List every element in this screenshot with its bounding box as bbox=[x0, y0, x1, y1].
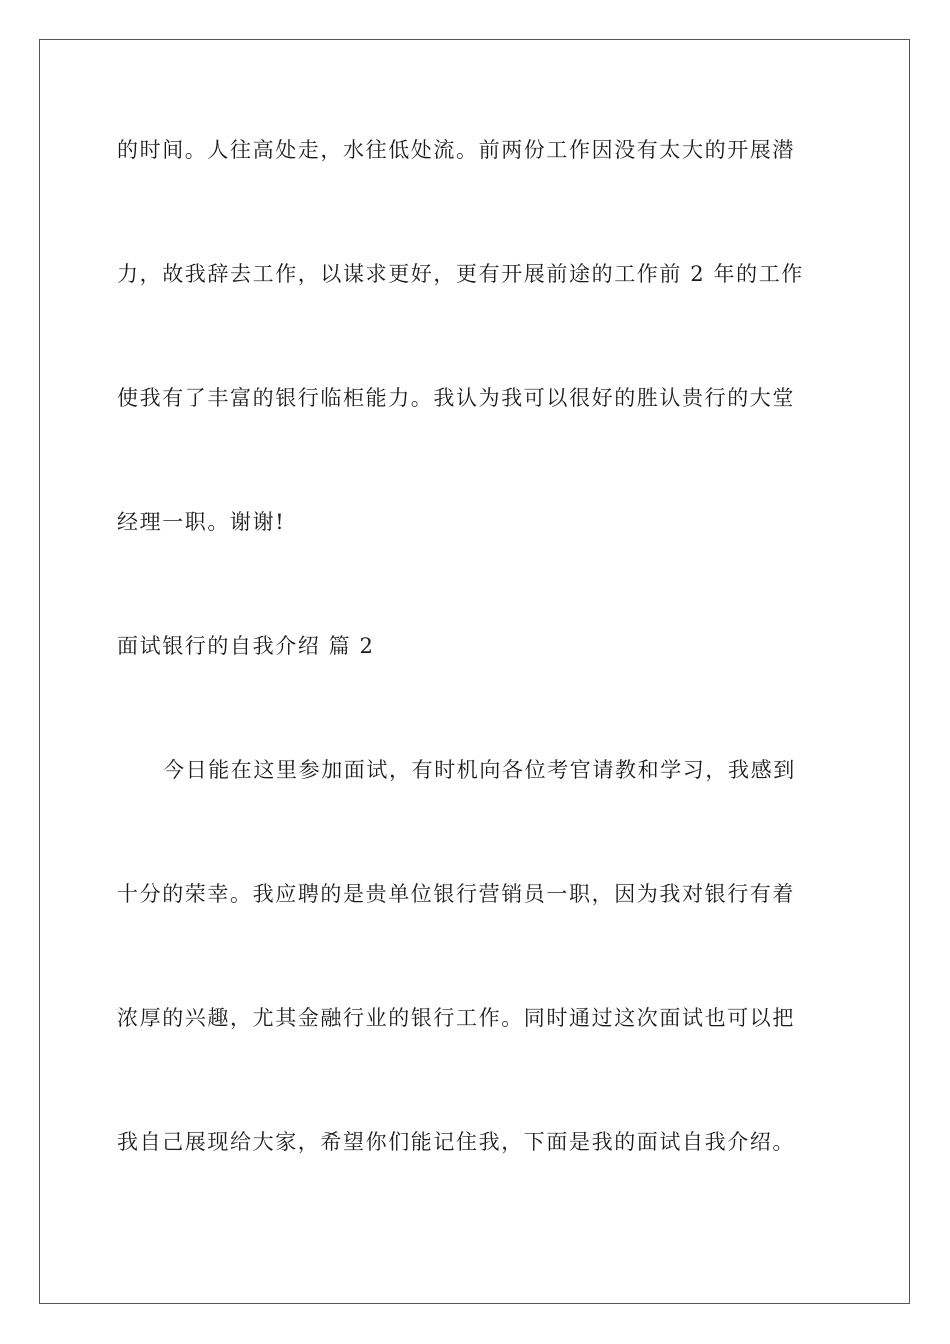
text-line: 十分的荣幸。我应聘的是贵单位银行营销员一职，因为我对银行有着 bbox=[117, 882, 795, 906]
text-line: 经理一职。谢谢! bbox=[117, 510, 286, 534]
text-line: 今日能在这里参加面试，有时机向各位考官请教和学习，我感到 bbox=[163, 758, 796, 782]
page-border bbox=[39, 39, 910, 1304]
text-line: 的时间。人往高处走，水往低处流。前两份工作因没有太大的开展潜 bbox=[117, 138, 795, 162]
text-line: 我自己展现给大家，希望你们能记住我，下面是我的面试自我介绍。 bbox=[117, 1130, 795, 1154]
text-line: 使我有了丰富的银行临柜能力。我认为我可以很好的胜认贵行的大堂 bbox=[117, 386, 795, 410]
section-heading: 面试银行的自我介绍 篇 2 bbox=[117, 634, 375, 658]
text-line: 力，故我辞去工作，以谋求更好，更有开展前途的工作前 2 年的工作 bbox=[117, 262, 804, 286]
text-line: 浓厚的兴趣，尤其金融行业的银行工作。同时通过这次面试也可以把 bbox=[117, 1006, 795, 1030]
